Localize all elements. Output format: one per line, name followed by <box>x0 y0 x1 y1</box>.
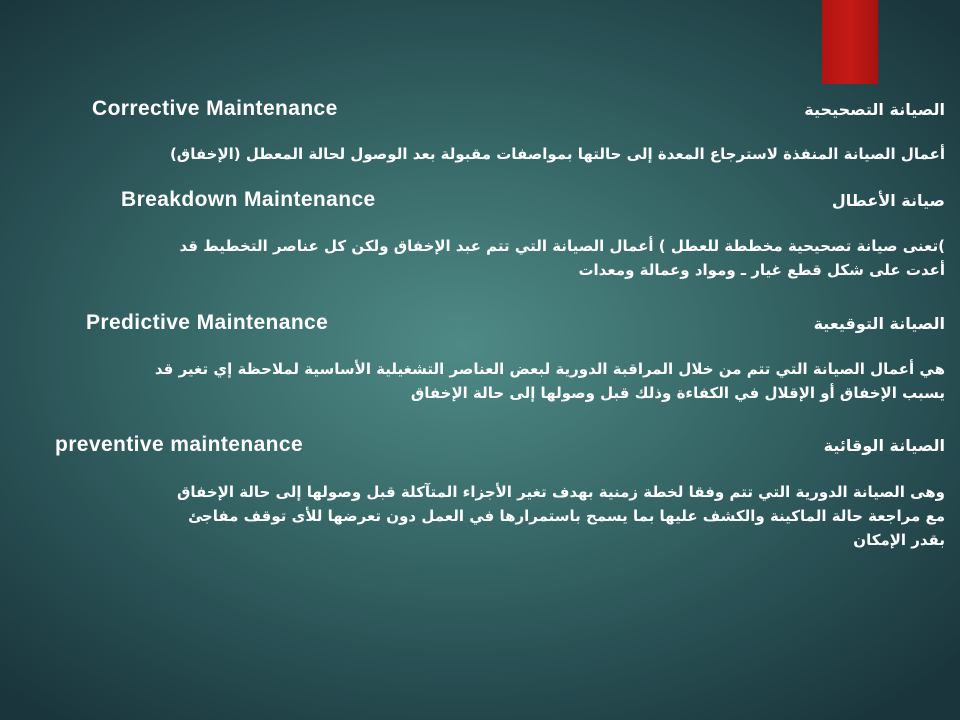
preventive-arabic-title: الصيانة الوقائية <box>823 436 945 455</box>
preventive-description-line: وهى الصيانة الدورية التي تتم وفقا لخطة زمنية بهدف تغير الأجزاء المتآكلة قبل وصولها إلى حالة الإخفاق <box>177 483 945 501</box>
breakdown-description <box>180 234 945 282</box>
preventive-description <box>177 480 945 552</box>
corrective-arabic-title: الصيانة التصحيحية <box>804 100 945 119</box>
corrective-english-title: Corrective Maintenance <box>92 97 338 120</box>
corrective-description <box>170 142 945 166</box>
predictive-description-line: هي أعمال الصيانة التي تتم من خلال المراقبة الدورية لبعض العناصر التشغيلية الأساسية لملاحظة إي تغير قد <box>154 360 945 378</box>
breakdown-arabic-title: صيانة الأعطال <box>831 191 945 210</box>
predictive-description <box>155 357 945 405</box>
breakdown-english-title: Breakdown Maintenance <box>121 188 376 211</box>
red-accent-bar <box>822 0 878 84</box>
predictive-english-title: Predictive Maintenance <box>86 311 329 334</box>
preventive-description-line: مع مراجعة حالة الماكينة والكشف عليها بما يسمح باستمرارها في العمل دون تعرضها للأى توقف مفاجئ <box>188 507 945 525</box>
predictive-arabic-title: الصيانة التوقيعية <box>813 314 945 333</box>
breakdown-description-line: )تعنى صيانة تصحيحية مخططة للعطل ) أعمال الصيانة التي تتم عبد الإخفاق ولكن كل عناصر التخطيط قد <box>179 237 945 255</box>
breakdown-description-line: أعدت على شكل قطع غيار ـ ومواد وعمالة ومعدات <box>578 261 945 279</box>
predictive-description-line: يسبب الإخفاق أو الإقلال في الكفاءة وذلك قبل وصولها إلى حالة الإخفاق <box>410 384 945 402</box>
preventive-english-title: preventive maintenance <box>55 433 304 456</box>
corrective-description-line: أعمال الصيانة المنفذة لاسترجاع المعدة إلى حالتها بمواصفات مقبولة بعد الوصول لحالة المعطل (الإخفاق) <box>169 145 945 163</box>
preventive-description-line: بقدر الإمكان <box>853 531 945 549</box>
